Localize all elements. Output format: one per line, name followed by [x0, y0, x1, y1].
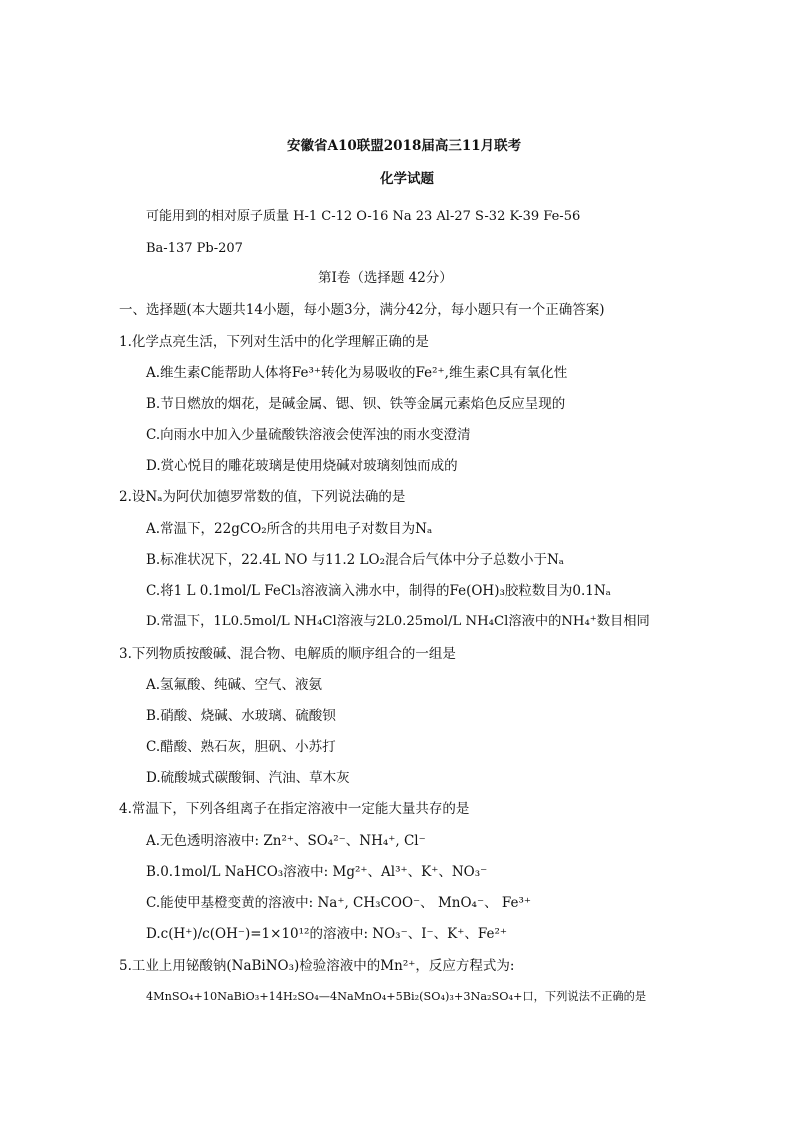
option-text: B.0.1mol/L NaHCO₃溶液中: Mg²⁺、Al³⁺、K⁺、NO₃⁻: [146, 864, 488, 880]
question-stem: 4.常温下，下列各组离子在指定溶液中一定能大量共存的是: [119, 801, 470, 817]
section-instructions: 一、选择题(本大题共14小题，每小题3分，满分42分，每小题只有一个正确答案): [119, 302, 605, 318]
question-stem: 3.下列物质按酸碱、混合物、电解质的顺序组合的一组是: [119, 646, 456, 662]
option-text: D.赏心悦目的雕花玻璃是使用烧碱对玻璃刻蚀而成的: [146, 458, 458, 474]
question-stem: 5.工业上用铋酸钠(NaBiNO₃)检验溶液中的Mn²⁺，反应方程式为:: [119, 958, 515, 974]
question-stem: 1.化学点亮生活，下列对生活中的化学理解正确的是: [119, 334, 429, 350]
option-text: D.c(H⁺)/c(OH⁻)=1×10¹²的溶液中: NO₃⁻、I⁻、K⁺、Fe²⁺: [146, 926, 508, 942]
option-text: B.硝酸、烧碱、水玻璃、硫酸钡: [146, 708, 336, 724]
option-text: B.标准状况下，22.4L NO 与11.2 LO₂混合后气体中分子总数小于Nₐ: [146, 552, 565, 568]
option-text: A.常温下，22gCO₂所含的共用电子对数目为Nₐ: [146, 521, 433, 537]
exam-title: 安徽省A10联盟2018届高三11月联考: [287, 138, 522, 154]
option-text: B.节日燃放的烟花，是碱金属、锶、钡、铁等金属元素焰色反应呈现的: [146, 396, 566, 412]
option-text: C.向雨水中加入少量硫酸铁溶液会使浑浊的雨水变澄清: [146, 427, 471, 443]
exam-subtitle: 化学试题: [380, 171, 434, 187]
question-stem: 2.设Nₐ为阿伏加德罗常数的值，下列说法确的是: [119, 489, 406, 505]
option-text: D.硫酸城式碳酸铜、汽油、草木灰: [146, 770, 350, 786]
option-text: A.氢氟酸、纯碱、空气、液氨: [146, 677, 323, 693]
atomic-masses-line-1: 可能用到的相对原子质量 H-1 C-12 O-16 Na 23 Al-27 S-32 K-39 Fe-56: [146, 209, 581, 224]
atomic-masses-line-2: Ba-137 Pb-207: [146, 241, 243, 256]
option-text: C.醋酸、熟石灰，胆矾、小苏打: [146, 739, 336, 755]
option-text: D.常温下，1L0.5mol/L NH₄Cl溶液与2L0.25mol/L NH₄Cl溶液中的NH₄⁺数目相同: [146, 614, 650, 629]
option-text: C.将1 L 0.1mol/L FeCl₃溶液滴入沸水中，制得的Fe(OH)₃胶粒数目为0.1Nₐ: [146, 583, 611, 599]
section-title: 第Ⅰ卷（选择题 42分）: [318, 270, 453, 286]
reaction-equation: 4MnSO₄+10NaBiO₃+14H₂SO₄—4NaMnO₄+5Bi₂(SO₄)₃+3Na₂SO₄+口，下列说法不正确的是: [146, 990, 647, 1003]
option-text: A.维生素C能帮助人体将Fe³⁺转化为易吸收的Fe²⁺,维生素C具有氧化性: [146, 365, 568, 381]
option-text: C.能使甲基橙变黄的溶液中: Na⁺, CH₃COO⁻、 MnO₄⁻、 Fe³⁺: [146, 895, 532, 911]
option-text: A.无色透明溶液中: Zn²⁺、SO₄²⁻、NH₄⁺, Cl⁻: [146, 833, 426, 849]
